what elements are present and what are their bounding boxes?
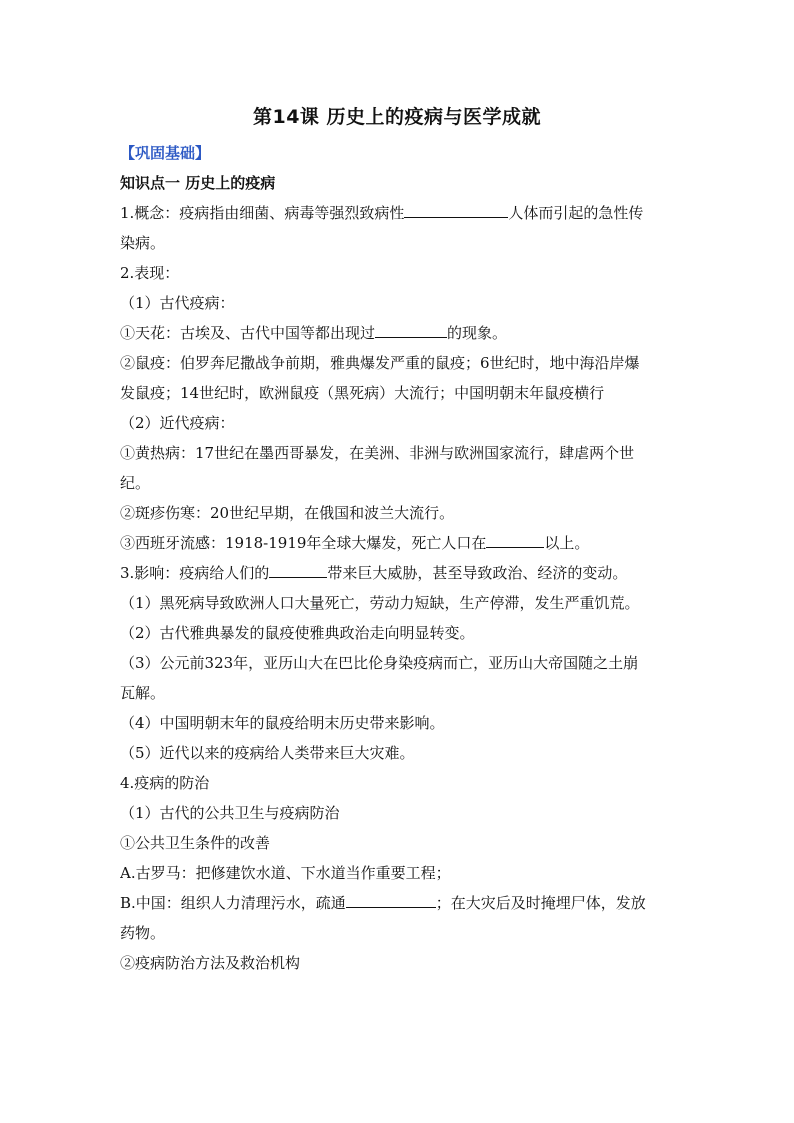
- ancient-epidemic-heading: （1）古代疫病：: [120, 294, 235, 312]
- impact-item-2: （2）古代雅典暴发的鼠疫使雅典政治走向明显转变。: [120, 624, 475, 642]
- plague-line-cont: 发鼠疫；14世纪时，欧洲鼠疫（黑死病）大流行；中国明朝末年鼠疫横行: [120, 384, 605, 402]
- text: 以上。: [544, 534, 590, 552]
- ancient-hygiene-heading: （1）古代的公共卫生与疫病防治: [120, 804, 340, 822]
- hygiene-improvement: ①公共卫生条件的改善: [120, 834, 271, 852]
- impact-item-3: （3）公元前323年，亚历山大在巴比伦身染疫病而亡，亚历山大帝国随之土崩: [120, 654, 639, 672]
- section-label: 【巩固基础】: [120, 144, 211, 162]
- fill-blank[interactable]: [486, 529, 544, 548]
- yellow-fever-line: ①黄热病：17世纪在墨西哥暴发，在美洲、非洲与欧洲国家流行，肆虐两个世: [120, 444, 635, 462]
- impact-line: [120, 558, 680, 588]
- impact-item-1: （1）黑死病导致欧洲人口大量死亡，劳动力短缺，生产停滞，发生严重饥荒。: [120, 594, 640, 612]
- concept-line: [120, 198, 680, 228]
- impact-item-3-cont: 瓦解。: [120, 684, 166, 702]
- text: 3.影响：疫病给人们的: [120, 564, 270, 582]
- china-line-cont: 药物。: [120, 924, 166, 942]
- text: B.中国：组织人力清理污水，疏通: [120, 894, 346, 912]
- impact-item-4: （4）中国明朝末年的鼠疫给明末历史带来影响。: [120, 714, 445, 732]
- text: 人体而引起的急性传: [508, 204, 644, 222]
- fill-blank[interactable]: [375, 319, 447, 338]
- text: ①天花：古埃及、古代中国等都出现过: [120, 324, 376, 342]
- china-line: [120, 888, 680, 918]
- prevention-methods: ②疫病防治方法及救治机构: [120, 954, 301, 972]
- text: 带来巨大威胁，甚至导致政治、经济的变动。: [327, 564, 628, 582]
- text: 1.概念：疫病指由细菌、病毒等强烈致病性: [120, 204, 405, 222]
- text: 的现象。: [447, 324, 508, 342]
- typhus-line: ②斑疹伤寒：20世纪早期，在俄国和波兰大流行。: [120, 504, 455, 522]
- modern-epidemic-heading: （2）近代疫病：: [120, 414, 235, 432]
- prevention-heading: 4.疫病的防治: [120, 774, 210, 792]
- impact-item-5: （5）近代以来的疫病给人类带来巨大灾难。: [120, 744, 415, 762]
- concept-line-cont: 染病。: [120, 234, 166, 252]
- fill-blank[interactable]: [346, 889, 436, 908]
- fill-blank[interactable]: [404, 199, 508, 218]
- manifestation-heading: 2.表现：: [120, 264, 180, 282]
- fill-blank[interactable]: [269, 559, 327, 578]
- document-body: [120, 138, 680, 978]
- knowledge-point-heading: 知识点一 历史上的疫病: [120, 174, 276, 192]
- smallpox-line: [120, 318, 680, 348]
- yellow-fever-line-cont: 纪。: [120, 474, 151, 492]
- page-title: 第14课 历史上的疫病与医学成就: [252, 106, 542, 128]
- rome-line: A.古罗马：把修建饮水道、下水道当作重要工程；: [120, 864, 451, 882]
- plague-line: ②鼠疫：伯罗奔尼撒战争前期，雅典爆发严重的鼠疫；6世纪时，地中海沿岸爆: [120, 354, 640, 372]
- spanish-flu-line: [120, 528, 680, 558]
- text: ；在大灾后及时掩埋尸体，发放: [435, 894, 646, 912]
- text: ③西班牙流感：1918-1919年全球大爆发，死亡人口在: [120, 534, 487, 552]
